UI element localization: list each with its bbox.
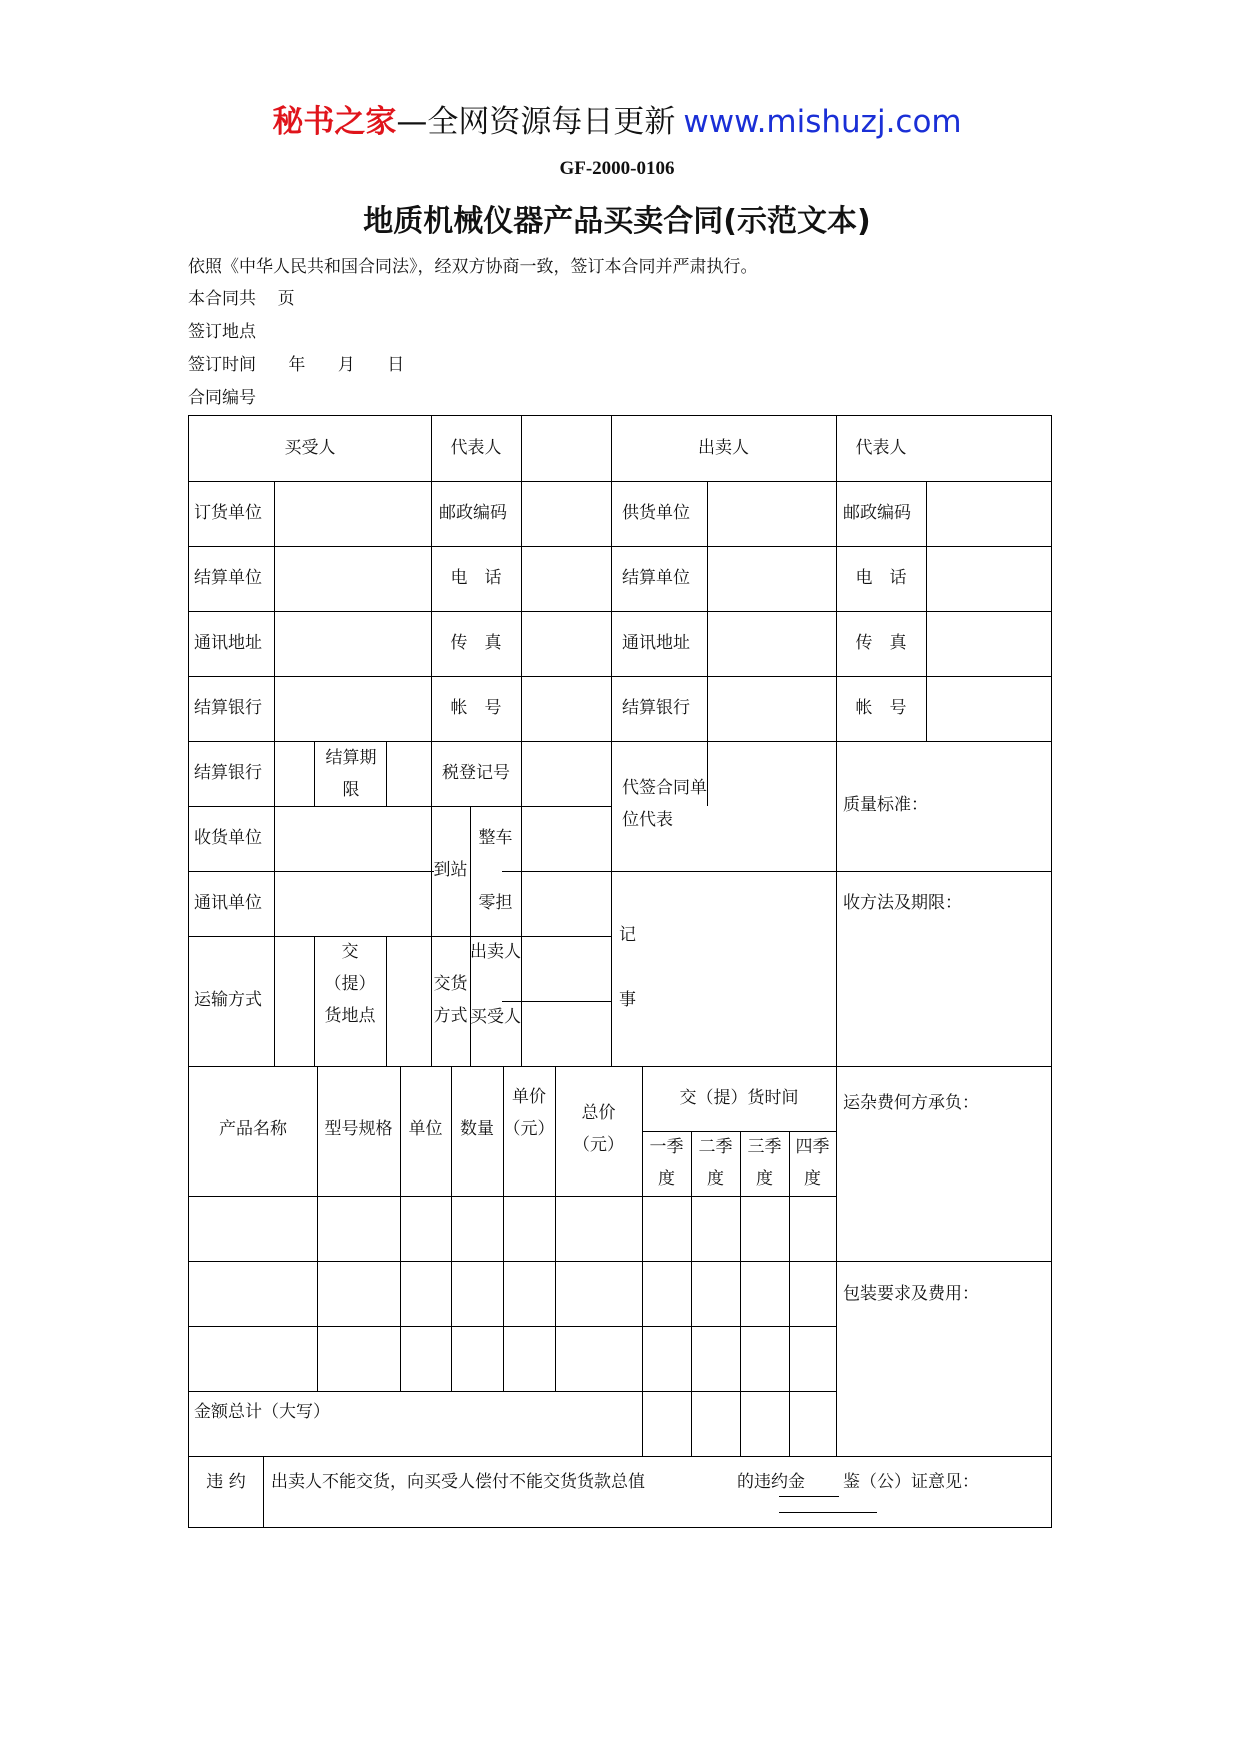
intro-line-5: 合同编号	[188, 388, 256, 408]
q2-header: 二季度	[698, 1137, 733, 1189]
full-car-label: 整车	[478, 828, 513, 848]
delivery-place-3: 货地点	[324, 1006, 376, 1026]
model-header: 型号规格	[324, 1119, 393, 1139]
amount-total-label: 金额总计（大写）	[194, 1402, 330, 1422]
breach-text: 出卖人不能交货，向买受人偿付不能交货货款总值	[271, 1472, 645, 1492]
seller-postcode-label: 邮政编码	[843, 503, 911, 523]
comm-unit-label: 通讯单位	[194, 893, 262, 913]
tax-reg-label: 税登记号	[442, 763, 510, 783]
delivery-place-2: （提）	[324, 974, 376, 994]
seller-bank-label: 结算银行	[622, 698, 690, 718]
qty-header: 数量	[460, 1119, 494, 1139]
delivery-time-header: 交（提）货时间	[679, 1088, 799, 1108]
packaging-label: 包装要求及费用：	[843, 1284, 979, 1304]
notes-label-1: 记	[619, 925, 636, 945]
buyer-rep-label: 代表人	[450, 438, 502, 458]
station-label: 到站	[433, 860, 468, 880]
intro-line-2: 本合同共 页	[188, 289, 295, 309]
bank-label-2: 结算银行	[194, 763, 262, 783]
intro-line-4: 签订时间 年 月 日	[188, 355, 405, 375]
supply-unit-label: 供货单位	[622, 503, 690, 523]
seller-account-label: 帐 号	[855, 698, 907, 718]
product-name-header: 产品名称	[219, 1119, 287, 1139]
freight-label: 运杂费何方承负：	[843, 1093, 979, 1113]
unit-header: 单位	[408, 1119, 443, 1139]
total-price-header: 总价（元）	[573, 1103, 624, 1155]
banner-slogan: —全网资源每日更新	[396, 104, 676, 140]
breach-label: 违 约	[206, 1472, 246, 1492]
seller-address-label: 通讯地址	[622, 633, 690, 653]
less-load-label: 零担	[478, 893, 513, 913]
contract-table	[188, 415, 1052, 1528]
delivery-method-label: 交货方式	[433, 974, 468, 1026]
receive-unit-label: 收货单位	[194, 828, 262, 848]
penalty-label: 的违约金	[737, 1472, 805, 1492]
banner-url[interactable]: www.mishuzj.com	[683, 104, 962, 140]
payment-method-label: 收方法及期限：	[843, 893, 962, 913]
seller-header: 出卖人	[698, 438, 749, 458]
buyer-postcode-label: 邮政编码	[439, 503, 507, 523]
buyer-address-label: 通讯地址	[194, 633, 262, 653]
delivery-place-1: 交	[341, 942, 359, 962]
delivery-by-seller: 出卖人	[470, 942, 521, 962]
buyer-account-label: 帐 号	[450, 698, 502, 718]
seller-settle-unit-label: 结算单位	[622, 568, 690, 588]
seller-phone-label: 电 话	[855, 568, 907, 588]
q1-header: 一季度	[649, 1137, 684, 1189]
q3-header: 三季度	[747, 1137, 782, 1189]
buyer-settle-unit-label: 结算单位	[194, 568, 262, 588]
settle-period-label: 结算期限	[325, 748, 377, 800]
order-unit-label: 订货单位	[194, 503, 262, 523]
intro-line-3: 签订地点	[188, 322, 256, 342]
banner-brand: 秘书之家	[272, 104, 397, 140]
buyer-phone-label: 电 话	[450, 568, 502, 588]
document-title: 地质机械仪器产品买卖合同(示范文本)	[363, 204, 871, 239]
agent-rep-label: 代签合同单位代表	[622, 778, 707, 830]
seller-rep-label: 代表人	[855, 438, 907, 458]
buyer-bank-label: 结算银行	[194, 698, 262, 718]
notary-label: 鉴（公）证意见：	[843, 1472, 979, 1492]
delivery-by-buyer: 买受人	[470, 1007, 521, 1027]
buyer-fax-label: 传 真	[450, 633, 502, 653]
intro-line-1: 依照《中华人民共和国合同法》，经双方协商一致，签订本合同并严肃执行。	[188, 257, 758, 277]
site-banner	[0, 102, 1234, 142]
notes-label-2: 事	[619, 990, 636, 1010]
seller-fax-label: 传 真	[855, 633, 907, 653]
unit-price-header: 单价（元）	[503, 1087, 555, 1139]
document-code: GF-2000-0106	[559, 158, 675, 179]
quality-standard-label: 质量标准：	[843, 795, 928, 815]
q4-header: 四季度	[795, 1137, 830, 1189]
buyer-header: 买受人	[284, 438, 336, 458]
transport-label: 运输方式	[194, 990, 262, 1010]
